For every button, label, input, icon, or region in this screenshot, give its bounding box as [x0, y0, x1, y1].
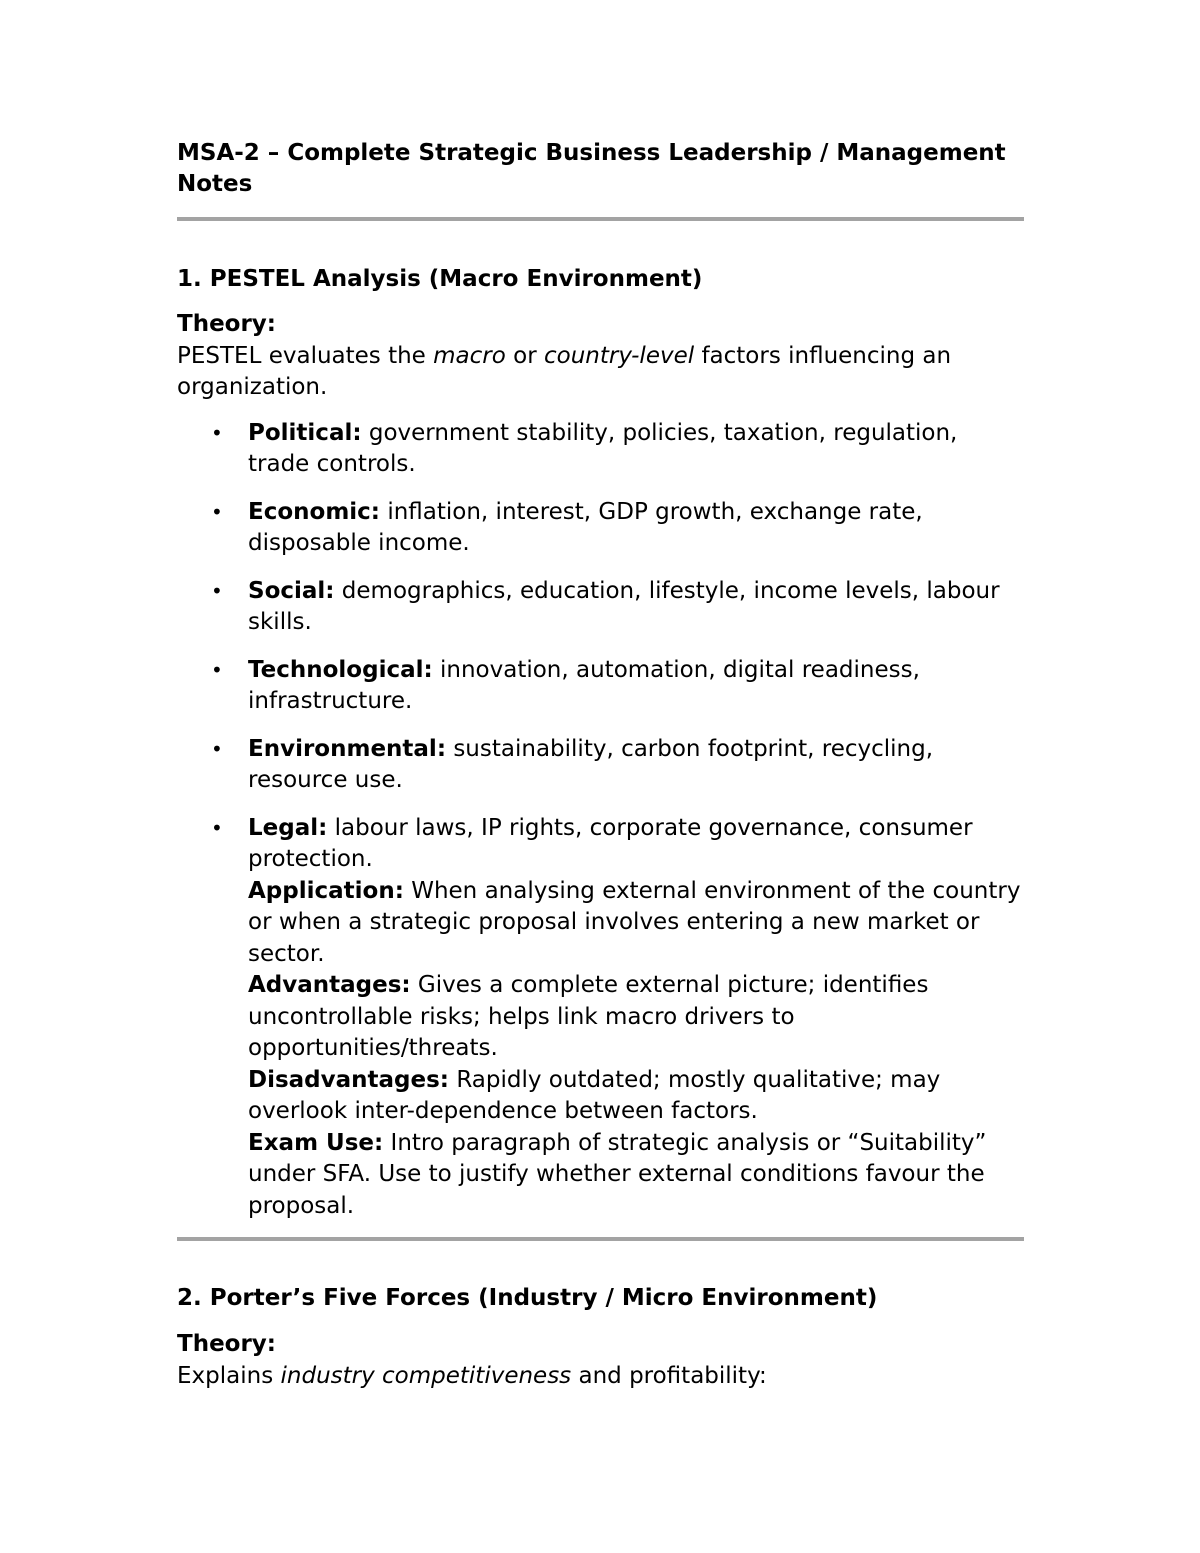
list-item	[177, 813, 1023, 1223]
factor-text: innovation, automation, digital readiness, infrastructure.	[248, 656, 920, 714]
theory-label: Theory:	[177, 311, 276, 337]
advantages-label: Advantages:	[248, 972, 411, 998]
theory-text-part: or	[505, 342, 544, 369]
document-page	[177, 138, 1023, 1392]
theory-text-emphasis: country-level	[544, 342, 695, 369]
advantages-text: Gives a complete external picture; identifies uncontrollable risks; helps link macro drivers to opportunities/threats.	[248, 972, 929, 1061]
theory-text-emphasis: macro	[433, 342, 506, 369]
bullet-icon: •	[211, 499, 223, 524]
application-text: When analysing external environment of the country or when a strategic proposal involves entering a new market or sector.	[248, 877, 1021, 967]
list-item	[177, 418, 1023, 481]
theory-label: Theory:	[177, 1331, 276, 1357]
list-item	[177, 497, 1023, 560]
theory-text	[177, 1361, 1023, 1393]
theory-text-part: PESTEL evaluates the	[177, 342, 434, 369]
theory-text-part: factors influencing an organization.	[177, 342, 952, 400]
factor-label: Political:	[248, 419, 362, 446]
factor-label: Economic:	[248, 498, 381, 525]
document-title: MSA-2 – Complete Strategic Business Leadership / Management Notes	[177, 140, 1006, 197]
factor-label: Environmental:	[248, 735, 447, 762]
factor-text: labour laws, IP rights, corporate governance, consumer protection.	[248, 814, 973, 872]
factor-label: Technological:	[248, 656, 433, 683]
section-heading-pestel: 1. PESTEL Analysis (Macro Environment)	[177, 266, 703, 292]
list-item	[177, 655, 1023, 718]
exam-use-label: Exam Use:	[248, 1129, 384, 1156]
disadvantages-label: Disadvantages:	[248, 1066, 450, 1093]
bullet-icon: •	[211, 578, 223, 603]
horizontal-divider	[177, 1237, 1024, 1241]
exam-use-text: Intro paragraph of strategic analysis or “Suitability” under SFA. Use to justify whether external conditions favour the proposal.	[248, 1129, 987, 1219]
factor-text: sustainability, carbon footprint, recycling, resource use.	[248, 735, 934, 793]
factor-text: inflation, interest, GDP growth, exchange rate, disposable income.	[248, 498, 923, 556]
bullet-icon: •	[211, 420, 223, 445]
section-heading-five-forces: 2. Porter’s Five Forces (Industry / Micro Environment)	[177, 1285, 878, 1311]
disadvantages-text: Rapidly outdated; mostly qualitative; may overlook inter-dependence between factors.	[248, 1066, 941, 1124]
theory-text-part: Explains	[177, 1362, 281, 1389]
bullet-icon: •	[211, 657, 223, 682]
application-label: Application:	[248, 877, 404, 904]
theory-text-emphasis: industry competitiveness	[280, 1362, 572, 1389]
factor-text: demographics, education, lifestyle, income levels, labour skills.	[248, 577, 1000, 635]
theory-text-part: and profitability:	[571, 1362, 767, 1389]
factor-label: Social:	[248, 577, 335, 604]
horizontal-divider	[177, 217, 1024, 221]
pestel-factor-list	[177, 418, 1023, 1223]
list-item	[177, 576, 1023, 639]
bullet-icon: •	[211, 815, 223, 840]
bullet-icon: •	[211, 736, 223, 761]
theory-text	[177, 341, 1023, 404]
factor-label: Legal:	[248, 814, 328, 841]
list-item	[177, 734, 1023, 797]
factor-text: government stability, policies, taxation, regulation, trade controls.	[248, 419, 958, 477]
